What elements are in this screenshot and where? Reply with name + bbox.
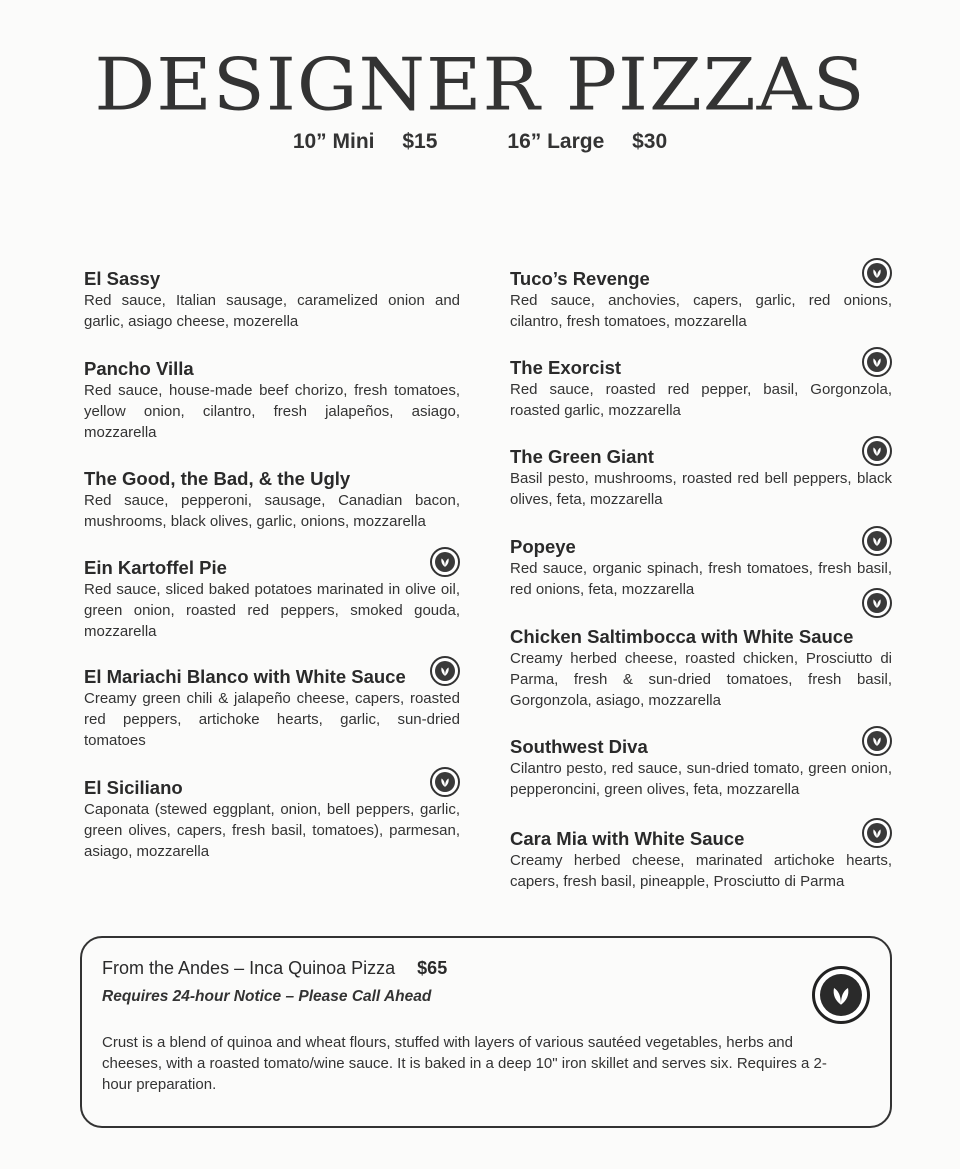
- pizza-description: Red sauce, sliced baked potatoes marinated in olive oil, green onion, roasted red peppers, smoked gouda, mozzarella: [84, 581, 460, 640]
- pizza-name: El Sassy: [84, 268, 161, 289]
- leaf-icon: [430, 547, 460, 577]
- pizza-name: Cara Mia with White Sauce: [510, 828, 745, 849]
- pizza-description: Creamy herbed cheese, roasted chicken, Prosciutto di Parma, fresh & sun-dried tomatoes, fresh basil, Gorgonzola, asiago, mozzarella: [510, 650, 892, 709]
- size-large: [507, 130, 667, 154]
- leaf-icon: [812, 966, 870, 1024]
- pizza-name: The Exorcist: [510, 357, 622, 378]
- pizza-name: Southwest Diva: [510, 736, 648, 757]
- leaf-icon: [862, 726, 892, 756]
- pizza-description: Creamy green chili & jalapeño cheese, capers, roasted red peppers, artichoke hearts, garlic, sun-dried tomatoes: [84, 690, 460, 749]
- page-title: DESIGNER PIZZAS: [94, 42, 866, 127]
- pizza-description: Red sauce, anchovies, capers, garlic, red onions, cilantro, fresh tomatoes, mozzarella: [510, 292, 892, 330]
- pizza-name: El Siciliano: [84, 777, 183, 798]
- menu-item: [84, 666, 460, 751]
- pizza-name: Ein Kartoffel Pie: [84, 557, 227, 578]
- size-pricing: [0, 130, 960, 154]
- pizza-name: Chicken Saltimbocca with White Sauce: [510, 626, 854, 647]
- menu-item: [510, 268, 892, 332]
- leaf-icon: [862, 526, 892, 556]
- menu-item: [510, 357, 892, 421]
- special-pizza-title: [102, 958, 447, 979]
- size-price: $15: [402, 130, 438, 153]
- leaf-icon: [862, 818, 892, 848]
- pizza-name: Popeye: [510, 536, 576, 557]
- special-pizza-name: From the Andes – Inca Quinoa Pizza: [102, 958, 396, 978]
- leaf-icon: [862, 347, 892, 377]
- leaf-icon: [862, 258, 892, 288]
- leaf-icon: [862, 436, 892, 466]
- menu-item: [510, 446, 892, 510]
- menu-item: [84, 777, 460, 862]
- special-pizza-note: Requires 24-hour Notice – Please Call Ahead: [102, 988, 432, 1005]
- pizza-description: Red sauce, organic spinach, fresh tomatoes, fresh basil, red onions, feta, mozzarella: [510, 560, 892, 598]
- pizza-description: Red sauce, pepperoni, sausage, Canadian bacon, mushrooms, black olives, garlic, onions, mozzarella: [84, 492, 460, 530]
- pizza-description: Creamy herbed cheese, marinated artichoke hearts, capers, fresh basil, pineapple, Prosciutto di Parma: [510, 852, 892, 890]
- special-pizza-price: $65: [417, 958, 448, 978]
- size-mini: [293, 130, 438, 154]
- pizza-name: The Green Giant: [510, 446, 654, 467]
- pizza-description: Red sauce, house-made beef chorizo, fresh tomatoes, yellow onion, cilantro, fresh jalapeños, asiago, mozzarella: [84, 382, 460, 441]
- pizza-description: Red sauce, Italian sausage, caramelized onion and garlic, asiago cheese, mozerella: [84, 292, 460, 330]
- leaf-icon: [430, 767, 460, 797]
- menu-item: [510, 828, 892, 892]
- special-pizza-description: Crust is a blend of quinoa and wheat flours, stuffed with layers of various sautéed vegetables, herbs and cheeses, with a roasted tomato/wine sauce. It is baked in a deep 10" iron skillet and serves six. Requires a 2-hour preparation.: [102, 1034, 827, 1093]
- menu-item: [84, 557, 460, 642]
- pizza-name: Tuco’s Revenge: [510, 268, 650, 289]
- pizza-name: The Good, the Bad, & the Ugly: [84, 468, 351, 489]
- size-price: $30: [632, 130, 668, 153]
- menu-item: [84, 358, 460, 443]
- size-label: 10” Mini: [292, 130, 375, 153]
- menu-item: [510, 626, 892, 711]
- menu-item: [84, 268, 460, 332]
- pizza-description: Red sauce, roasted red pepper, basil, Gorgonzola, roasted garlic, mozzarella: [510, 381, 892, 419]
- pizza-description: Basil pesto, mushrooms, roasted red bell peppers, black olives, feta, mozzarella: [510, 470, 892, 508]
- special-pizza-box: [80, 936, 892, 1128]
- menu-item: [84, 468, 460, 532]
- menu-item: [510, 736, 892, 800]
- pizza-description: Cilantro pesto, red sauce, sun-dried tomato, green onion, pepperoncini, green olives, feta, mozzarella: [510, 760, 892, 798]
- pizza-name: El Mariachi Blanco with White Sauce: [84, 666, 406, 687]
- leaf-icon: [862, 588, 892, 618]
- menu-item: [510, 536, 892, 600]
- pizza-description: Caponata (stewed eggplant, onion, bell peppers, garlic, green olives, capers, fresh basil, tomatoes), parmesan, asiago, mozzarella: [84, 801, 460, 860]
- size-label: 16” Large: [507, 130, 605, 153]
- pizza-name: Pancho Villa: [84, 358, 194, 379]
- leaf-icon: [430, 656, 460, 686]
